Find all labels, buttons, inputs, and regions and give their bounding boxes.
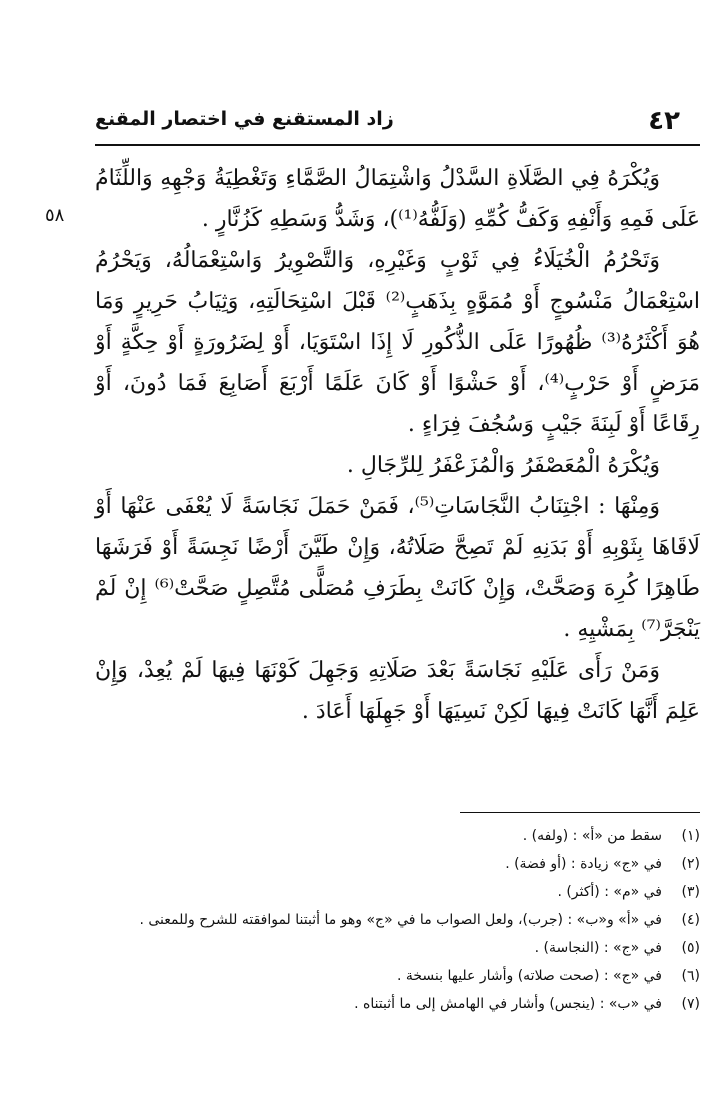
footnote-2: [60, 850, 700, 878]
footnote-number: (١): [681, 828, 700, 844]
footnote-number: (٥): [681, 940, 700, 956]
footnote-rule: [460, 812, 700, 813]
footnote-number: (٧): [681, 996, 700, 1012]
footnote-text: في «ب» : (ينجس) وأشار في الهامش إلى ما أثبتناه .: [354, 996, 662, 1012]
footnotes: [60, 822, 700, 1018]
footnote-number: (٤): [681, 912, 700, 928]
footnote-4: [60, 906, 700, 934]
footnote-5: [60, 934, 700, 962]
footnote-number: (٦): [681, 968, 700, 984]
footnote-6: [60, 962, 700, 990]
running-title: زاد المستقنع في اختصار المقنع: [95, 108, 394, 130]
paragraph-4: وَمِنْهَا : اجْتِنَابُ النَّجَاسَاتِ⁽⁵⁾، فَمَنْ حَمَلَ نَجَاسَةً لَا يُعْفَى عَنْهَا أَوْ لَاقَاهَا بِثَوْبِهِ أَوْ بَدَنِهِ لَمْ تَصِحَّ صَلَاتُهُ، وَإِنْ طَيَّنَ أَرْضًا نَجِسَةً أَوْ فَرَشَهَا طَاهِرًا كُرِهَ وَصَحَّتْ، وَإِنْ كَانَتْ بِطَرَفِ مُصَلًّى مُتَّصِلٍ صَحَّتْ⁽⁶⁾ إِنْ لَمْ يَنْجَرَّ⁽⁷⁾ بِمَشْيِهِ .: [95, 494, 700, 642]
footnote-text: سقط من «أ» : (ولفه) .: [522, 828, 662, 844]
footnote-number: (٣): [681, 884, 700, 900]
paragraph-2: وَتَحْرُمُ الْخُيَلَاءُ فِي ثَوْبٍ وَغَيْرِهِ، وَالتَّصْوِيرُ وَاسْتِعْمَالُهُ، وَيَحْرُمُ اسْتِعْمَالُ مَنْسُوجٍ أَوْ مُمَوَّهٍ بِذَهَبٍ⁽²⁾ قَبْلَ اسْتِحَالَتِهِ، وَثِيَابُ حَرِيرٍ وَمَا هُوَ أَكْثَرُهُ⁽³⁾ ظُهُورًا عَلَى الذُّكُورِ لَا إِذَا اسْتَوَيَا، أَوْ لِضَرُورَةٍ أَوْ حِكَّةٍ أَوْ مَرَضٍ أَوْ حَرْبٍ⁽⁴⁾، أَوْ حَشْوًا أَوْ كَانَ عَلَمًا أَرْبَعَ أَصَابِعَ فَمَا دُونَ، أَوْ رِقَاعًا أَوْ لَبِنَةَ جَيْبٍ وَسُجُفَ فِرَاءٍ .: [95, 248, 700, 437]
footnote-text: في «أ» و«ب» : (جرب)، ولعل الصواب ما في «ج» وهو ما أثبتنا لموافقته للشرح وللمعنى .: [139, 912, 662, 928]
footnote-text: في «ج» : (النجاسة) .: [534, 940, 662, 956]
header-rule: [95, 144, 700, 146]
footnote-7: [60, 990, 700, 1018]
footnote-number: (٢): [681, 856, 700, 872]
page-number: ٤٢: [648, 106, 680, 136]
page-header: [95, 100, 700, 140]
paragraph-1: وَيُكْرَهُ فِي الصَّلَاةِ السَّدْلُ وَاشْتِمَالُ الصَّمَّاءِ وَتَغْطِيَةُ وَجْهِهِ وَاللِّثَامُ عَلَى فَمِهِ وَأَنْفِهِ وَكَفُّ كُمِّهِ (وَلَفُّهُ⁽¹⁾)، وَشَدُّ وَسَطِهِ كَزُنَّارٍ .: [95, 166, 700, 232]
paragraph-3: وَيُكْرَهُ الْمُعَصْفَرُ وَالْمُزَعْفَرُ لِلرِّجَالِ .: [346, 453, 660, 478]
footnote-text: في «م» : (أكثر) .: [557, 884, 662, 900]
margin-note: ٥٨: [45, 205, 65, 226]
footnote-1: [60, 822, 700, 850]
paragraph-5: وَمَنْ رَأَى عَلَيْهِ نَجَاسَةً بَعْدَ صَلَاتِهِ وَجَهِلَ كَوْنَهَا فِيهَا لَمْ يُعِدْ، وَإِنْ عَلِمَ أَنَّهَا كَانَتْ فِيهَا لَكِنْ نَسِيَهَا أَوْ جَهِلَهَا أَعَادَ .: [95, 658, 700, 724]
body-text: [95, 158, 700, 732]
footnote-text: في «ج» : (صحت صلاته) وأشار عليها بنسخة .: [396, 968, 662, 984]
footnote-3: [60, 878, 700, 906]
footnote-text: في «ج» زيادة : (أو فضة) .: [505, 856, 662, 872]
